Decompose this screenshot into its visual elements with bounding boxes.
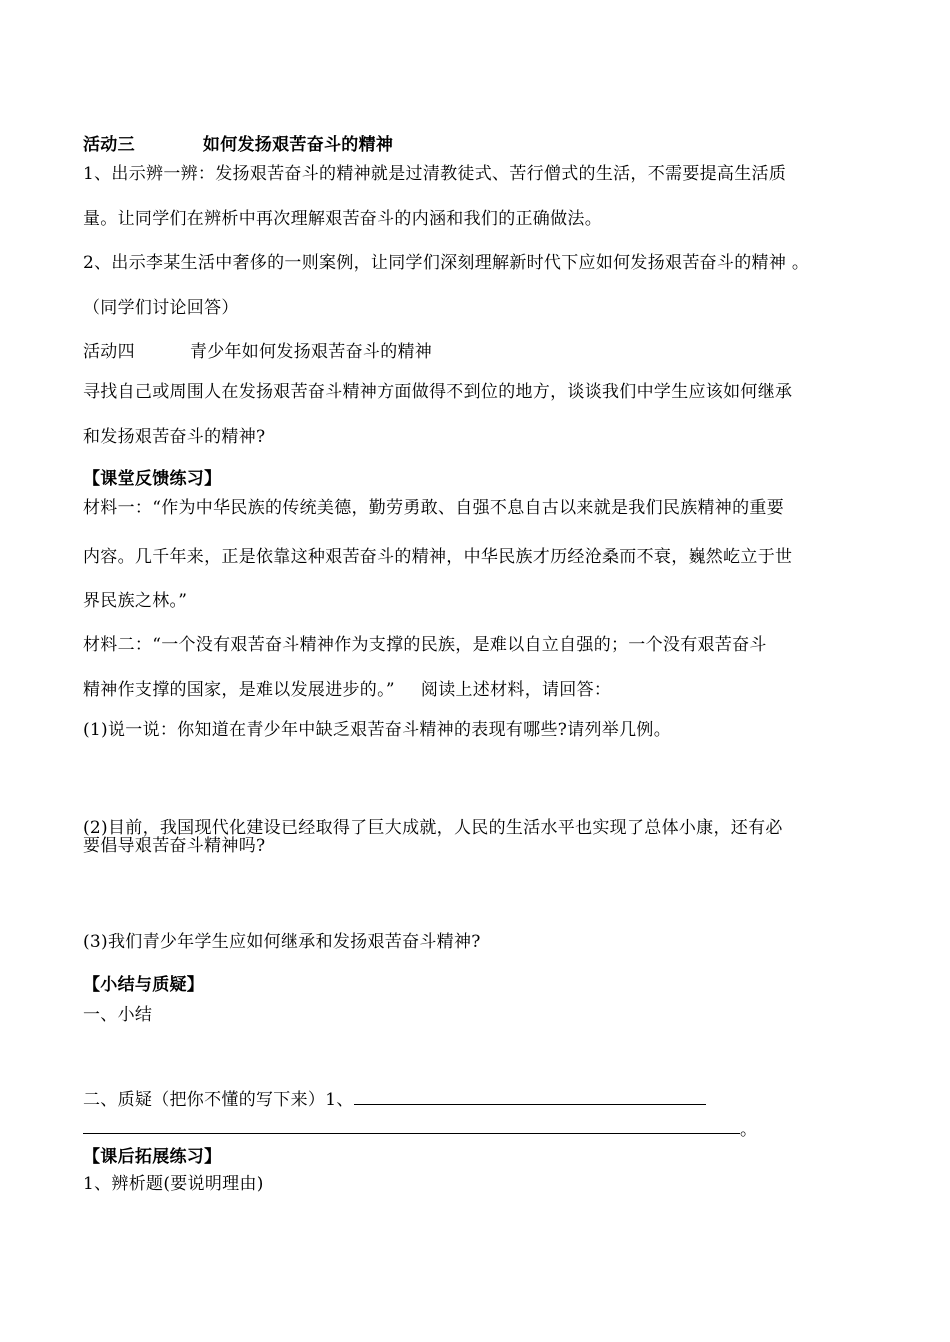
activity3-label: 活动三 [83, 135, 135, 155]
material1-line1: 材料一：“作为中华民族的传统美德，勤劳勇敢、自强不息自古以来就是我们民族精神的重要 [83, 498, 784, 518]
material1-line2: 内容。几千年来，正是依靠这种艰苦奋斗的精神，中华民族才历经沧桑而不衰，巍然屹立于世 [83, 547, 793, 567]
extension-item1: 1、辨析题(要说明理由) [83, 1174, 264, 1194]
summary-part2 [83, 1088, 706, 1112]
material2-line1: 材料二：“一个没有艰苦奋斗精神作为支撑的民族，是难以自立自强的；一个没有艰苦奋斗 [83, 635, 767, 655]
material2-quote-end: 精神作支撑的国家，是难以发展进步的。” [83, 680, 395, 700]
question-1: (1)说一说：你知道在青少年中缺乏艰苦奋斗精神的表现有哪些?请列举几例。 [83, 720, 671, 740]
answer-blank-2[interactable] [83, 1133, 740, 1134]
activity3-item2: 2、出示李某生活中奢侈的一则案例，让同学们深刻理解新时代下应如何发扬艰苦奋斗的精神 。 [83, 253, 810, 273]
activity3-item1-line1: 1、出示辨一辨：发扬艰苦奋斗的精神就是过清教徒式、苦行僧式的生活，不需要提高生活质 [83, 164, 787, 184]
question-prompt: 二、质疑（把你不懂的写下来）1、 [83, 1090, 354, 1110]
summary-part1: 一、小结 [83, 1005, 153, 1025]
summary-heading: 【小结与质疑】 [83, 975, 205, 995]
activity3-note: （同学们讨论回答） [83, 298, 239, 318]
material2-line2 [83, 678, 611, 702]
activity4-line1: 寻找自己或周围人在发扬艰苦奋斗精神方面做得不到位的地方，谈谈我们中学生应该如何继承 [83, 382, 793, 402]
activity4-heading [83, 340, 432, 364]
activity3-item1-line2: 量。让同学们在辨析中再次理解艰苦奋斗的内涵和我们的正确做法。 [83, 209, 602, 229]
activity4-line2: 和发扬艰苦奋斗的精神? [83, 427, 266, 447]
activity3-heading [83, 133, 393, 157]
feedback-heading: 【课堂反馈练习】 [83, 469, 222, 489]
question-2-line1: (2)目前，我国现代化建设已经取得了巨大成就，人民的生活水平也实现了总体小康，还有必 [83, 818, 783, 838]
question-2-line2: 要倡导艰苦奋斗精神吗? [83, 836, 266, 856]
activity4-label: 活动四 [83, 342, 135, 362]
end-mark: 。 [740, 1120, 758, 1140]
answer-blank-1[interactable] [354, 1103, 706, 1105]
question-3: (3)我们青少年学生应如何继承和发扬艰苦奋斗精神? [83, 932, 481, 952]
material1-line3: 界民族之林。” [83, 591, 188, 611]
reading-instruction: 阅读上述材料，请回答： [420, 680, 612, 700]
activity3-title: 如何发扬艰苦奋斗的精神 [202, 135, 394, 155]
activity4-title: 青少年如何发扬艰苦奋斗的精神 [189, 342, 433, 362]
extension-heading: 【课后拓展练习】 [83, 1147, 222, 1167]
